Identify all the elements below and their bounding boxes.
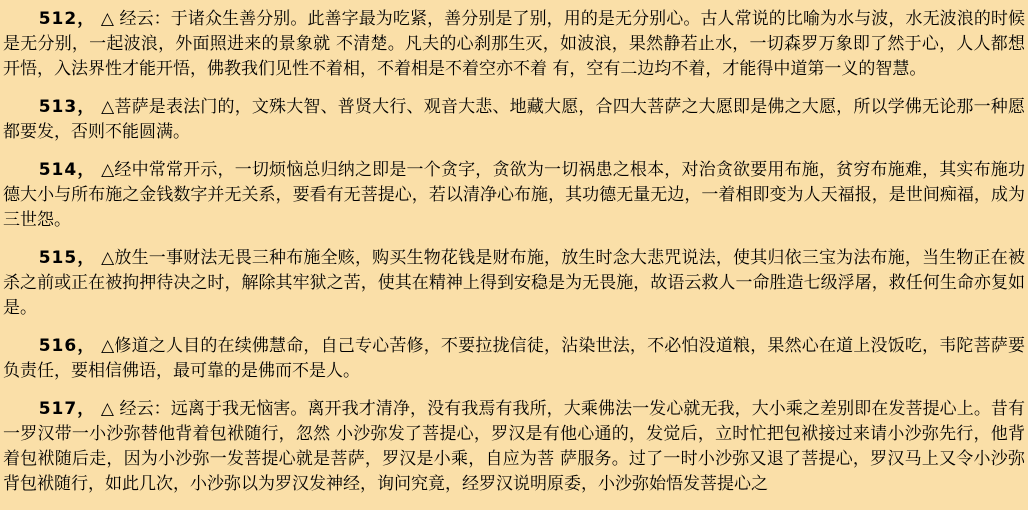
paragraph-number: 515， <box>38 248 96 268</box>
paragraph-number: 516， <box>38 336 96 356</box>
paragraph-number: 512， <box>38 9 96 29</box>
paragraph-512 <box>3 7 1025 82</box>
paragraph-text: △ 经云：远离于我无恼害。离开我才清净，没有我焉有我所，大乘佛法一发心就无我，大小乘之差别即在发菩提心上。昔有一罗汉带一小沙弥替他背着包袱随行，忽然 小沙弥发了菩提心，罗汉是有他心通的，发觉后，立时忙把包袱接过来请小沙弥先行，他背着包袱随后走，因为小沙弥一发菩提心就是菩萨，罗汉是小乘，自应为菩 萨服务。过了一时小沙弥又退了菩提心，罗汉马上又令小沙弥背包袱随行，如此几次，小沙弥以为罗汉发神经，询问究竟，经罗汉说明原委，小沙弥始悟发菩提心之 <box>3 399 1025 494</box>
paragraph-517 <box>3 397 1025 497</box>
paragraph-number: 513， <box>38 97 96 117</box>
paragraph-515 <box>3 246 1025 321</box>
paragraph-number: 514， <box>38 160 96 180</box>
paragraph-516 <box>3 334 1025 384</box>
paragraph-text: △经中常常开示，一切烦恼总归纳之即是一个贪字，贪欲为一切祸患之根本，对治贪欲要用布施，贫穷布施难，其实布施功德大小与所布施之金钱数字并无关系，要看有无菩提心，若以清净心布施，其功德无量无边，一着相即变为人天福报，是世间痴福，成为三世怨。 <box>3 160 1025 230</box>
paragraph-text: △菩萨是表法门的，文殊大智、普贤大行、观音大悲、地藏大愿，合四大菩萨之大愿即是佛之大愿，所以学佛无论那一种愿都要发，否则不能圆满。 <box>3 97 1025 142</box>
paragraph-text: △修道之人目的在续佛慧命，自己专心苦修，不要拉拢信徒，沾染世法，不必怕没道粮，果然心在道上没饭吃，韦陀菩萨要负责任，要相信佛语，最可靠的是佛而不是人。 <box>3 336 1025 381</box>
paragraph-514 <box>3 158 1025 233</box>
paragraph-number: 517， <box>38 399 96 419</box>
paragraph-text: △ 经云：于诸众生善分别。此善字最为吃紧，善分别是了别，用的是无分别心。古人常说的比喻为水与波，水无波浪的时候是无分别，一起波浪，外面照进来的景象就 不清楚。凡夫的心刹那生灭，如波浪，果然静若止水，一切森罗万象即了然于心，人人都想开悟，入法界性才能开悟，佛教我们见性不着相，不着相是不着空亦不着 有，空有二边均不着，才能得中道第一义的智慧。 <box>3 9 1025 79</box>
paragraph-513 <box>3 95 1025 145</box>
paragraph-text: △放生一事财法无畏三种布施全赅，购买生物花钱是财布施，放生时念大悲咒说法，使其归依三宝为法布施，当生物正在被杀之前或正在被拘押待决之时，解除其牢狱之苦，使其在精神上得到安稳是为无畏施，故语云救人一命胜造七级浮屠，救任何生命亦复如是。 <box>3 248 1025 318</box>
